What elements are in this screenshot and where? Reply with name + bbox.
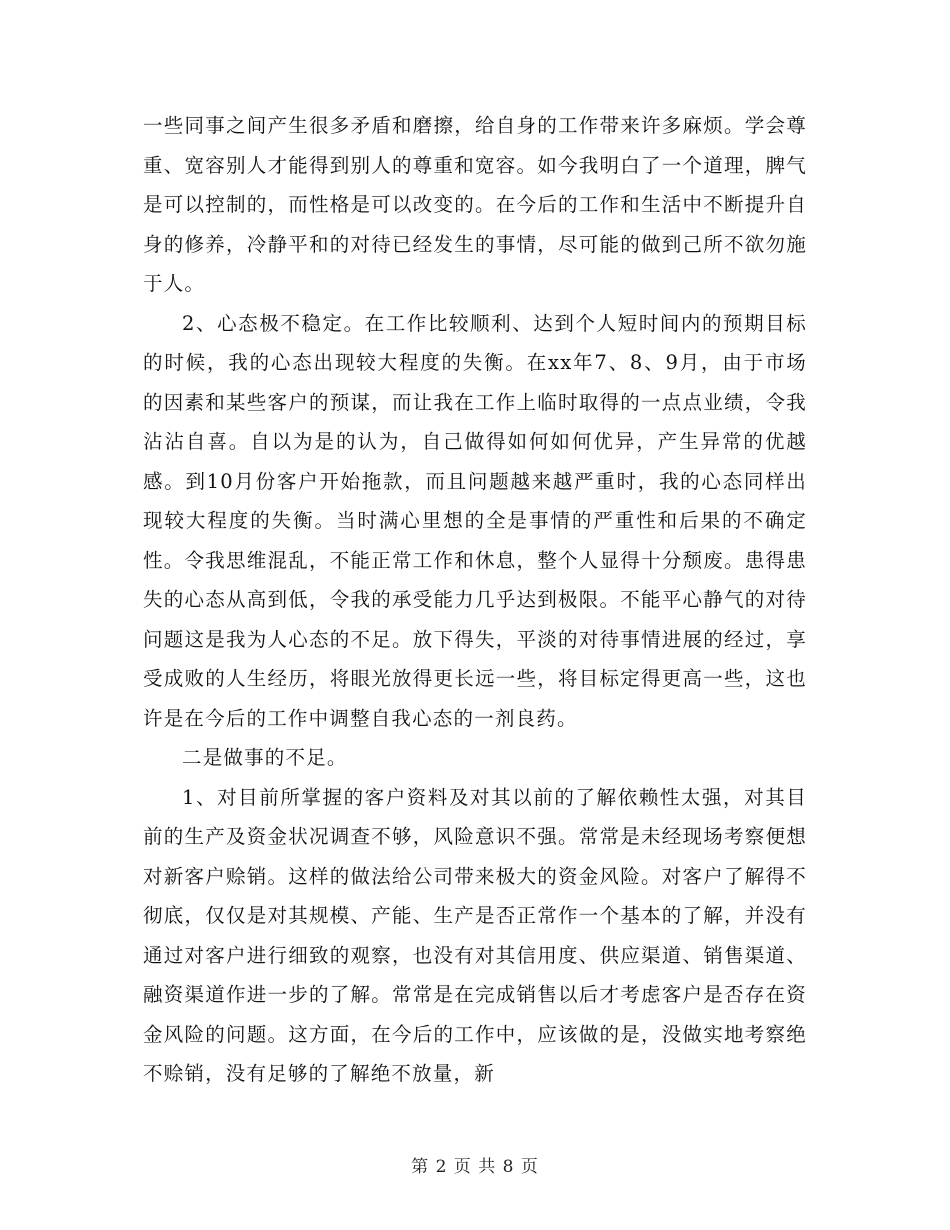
section-heading-work-shortcomings: 二是做事的不足。 <box>182 746 348 769</box>
paragraph-customer-risk: 1、对目前所掌握的客户资料及对其以前的了解依赖性太强，对其目前的生产及资金状况调查不够，风险意识不强。常常是未经现场考察便想对新客户赊销。这样的做法给公司带来极大的资金风险。对客户了解得不彻底，仅仅是对其规模、产能、生产是否正常作一个基本的了解，并没有通过对客户进行细致的观察，也没有对其信用度、供应渠道、销售渠道、融资渠道作进一步的了解。常常是在完成销售以后才考虑客户是否存在资金风险的问题。这方面，在今后的工作中，应该做的是，没做实地考察绝不赊销，没有足够的了解绝不放量，新 <box>143 785 807 1085</box>
paragraph-mindset: 2、心态极不稳定。在工作比较顺利、达到个人短时间内的预期目标的时候，我的心态出现较大程度的失衡。在xx年7、8、9月，由于市场的因素和某些客户的预谋，而让我在工作上临时取得的一点点业绩，令我沾沾自喜。自以为是的认为，自己做得如何如何优异，产生异常的优越感。到10月份客户开始拖款，而且问题越来越严重时，我的心态同样出现较大程度的失衡。当时满心里想的全是事情的严重性和后果的不确定性。令我思维混乱，不能正常工作和休息，整个人显得十分颓废。患得患失的心态从高到低，令我的承受能力几乎达到极限。不能平心静气的对待问题这是我为人心态的不足。放下得失，平淡的对待事情进展的经过，享受成败的人生经历，将眼光放得更长远一些，将目标定得更高一些，这也许是在今后的工作中调整自我心态的一剂良药。 <box>143 311 807 730</box>
paragraph-continuation: 一些同事之间产生很多矛盾和磨擦，给自身的工作带来许多麻烦。学会尊重、宽容别人才能得到别人的尊重和宽容。如今我明白了一个道理，脾气是可以控制的，而性格是可以改变的。在今后的工作和生活中不断提升自身的修养，冷静平和的对待已经发生的事情，尽可能的做到己所不欲勿施于人。 <box>143 114 807 295</box>
page-number-footer: 第 2 页 共 8 页 <box>411 1157 539 1177</box>
document-body <box>143 106 807 1094</box>
